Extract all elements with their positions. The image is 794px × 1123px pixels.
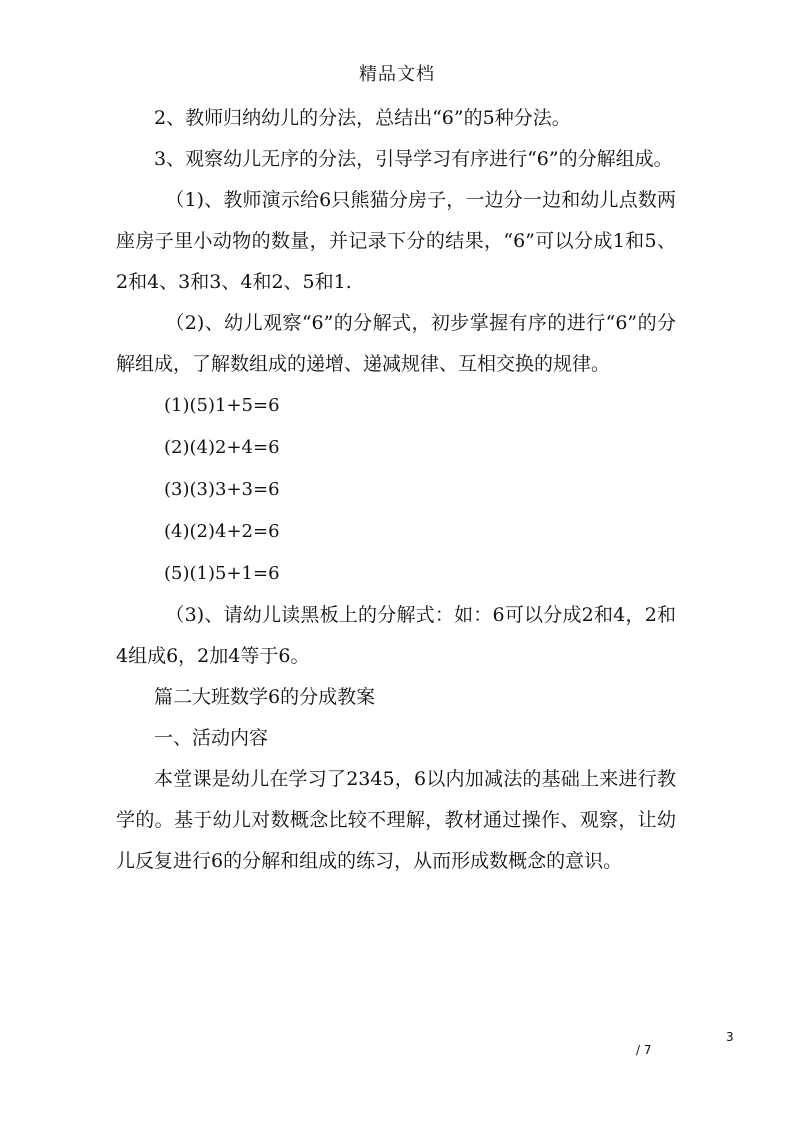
paragraph-substep-2: （2)、幼儿观察“6”的分解式，初步掌握有序的进行“6”的分解组成，了解数组成的递增、递减规律、互相交换的规律。 xyxy=(116,312,676,375)
section-title-part-2: 篇二大班数学6的分成教案 xyxy=(154,686,376,708)
equation-line-2: (2)(4)2+4=6 xyxy=(164,437,280,458)
equation-line-3: (3)(3)3+3=6 xyxy=(164,479,280,500)
page-number: 3 xyxy=(726,1030,734,1044)
paragraph-step-2: 2、教师归纳幼儿的分法，总结出“6”的5种分法。 xyxy=(154,107,571,129)
paragraph-substep-1: （1)、教师演示给6只熊猫分房子，一边分一边和幼儿点数两座房子里小动物的数量，并记录下分的结果，“6”可以分成1和5、2和4、3和3、4和2、5和1. xyxy=(116,189,676,293)
page-header-title: 精品文档 xyxy=(359,64,435,85)
paragraph-substep-3: （3)、请幼儿读黑板上的分解式：如：6可以分成2和4，2和4组成6，2加4等于6。 xyxy=(116,604,676,667)
equation-line-1: (1)(5)1+5=6 xyxy=(164,395,280,416)
paragraph-activity-description: 本堂课是幼儿在学习了2345，6以内加减法的基础上来进行教学的。基于幼儿对数概念比较不理解，教材通过操作、观察，让幼儿反复进行6的分解和组成的练习，从而形成数概念的意识。 xyxy=(116,768,676,872)
equation-line-4: (4)(2)4+2=6 xyxy=(164,521,280,542)
section-heading-activity-content: 一、活动内容 xyxy=(154,727,269,749)
page-total: / 7 xyxy=(636,1043,652,1057)
document-body xyxy=(116,98,676,882)
equation-line-5: (5)(1)5+1=6 xyxy=(164,563,280,584)
paragraph-step-3: 3、观察幼儿无序的分法，引导学习有序进行“6”的分解组成。 xyxy=(154,148,673,170)
